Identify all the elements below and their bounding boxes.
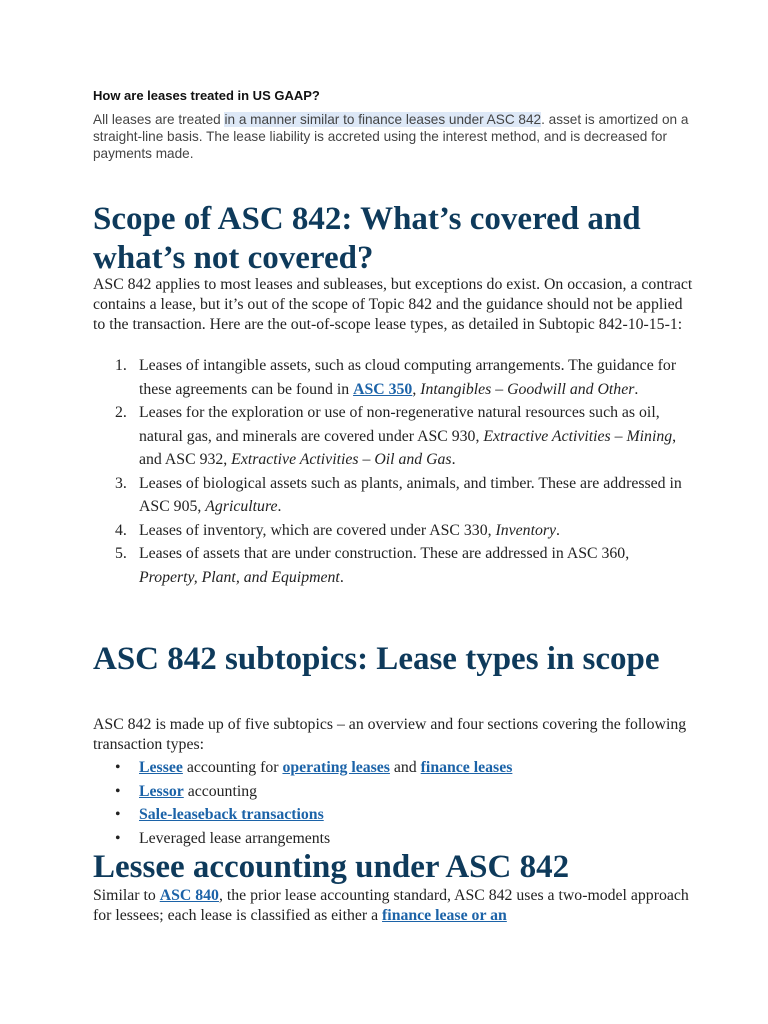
list-item xyxy=(93,827,683,851)
para-text: Similar to xyxy=(93,887,160,904)
list-number: 2. xyxy=(115,404,127,421)
intro-paragraph xyxy=(93,111,693,162)
item-text: , xyxy=(412,380,421,398)
item-text: Leases for the exploration or use of non-regenerative natural resources such as oil, natural gas, and minerals are covered under ASC 930, xyxy=(139,404,660,445)
item-text: accounting xyxy=(183,782,258,800)
item-emphasis: Agriculture xyxy=(205,498,278,515)
finance-lease-link[interactable]: finance lease or an xyxy=(382,907,507,924)
item-emphasis: Extractive Activities – Oil and Gas xyxy=(231,451,452,468)
subtopics-heading: ASC 842 subtopics: Lease types in scope xyxy=(93,641,660,677)
list-number: 4. xyxy=(115,521,127,539)
lessee-heading: Lessee accounting under ASC 842 xyxy=(93,849,570,885)
scope-heading: Scope of ASC 842: What’s covered and what’s not covered? xyxy=(93,201,641,276)
list-item xyxy=(93,401,683,472)
list-item xyxy=(93,472,683,519)
bullet: • xyxy=(115,782,121,800)
item-text: Leveraged lease arrangements xyxy=(139,829,331,847)
item-text: , and ASC 932, xyxy=(139,427,677,468)
highlighted-text[interactable]: in a manner similar to finance leases under ASC 842 xyxy=(224,112,542,127)
item-text: Leases of assets that are under construction. These are addressed in ASC 360, xyxy=(139,545,630,562)
bullet: • xyxy=(115,829,121,847)
item-text: accounting for xyxy=(182,759,283,776)
out-of-scope-list xyxy=(93,354,683,589)
list-item xyxy=(93,803,683,827)
list-item xyxy=(93,756,683,780)
item-text: . xyxy=(634,380,639,398)
item-text: and xyxy=(389,759,421,776)
scope-paragraph: ASC 842 applies to most leases and subleases, but exceptions do exist. On occasion, a contract contains a lease, but it’s out of the scope of Topic 842 and the guidance should not be applied to the transaction. Here are the out-of-scope lease types, as detailed in Subtopic 842-10-15-1: xyxy=(93,276,693,333)
asc-840-link[interactable]: ASC 840 xyxy=(159,887,219,904)
item-text: . xyxy=(339,568,344,586)
item-text: Leases of biological assets such as plants, animals, and timber. These are addressed in ASC 905, xyxy=(139,474,682,515)
finance-leases-link[interactable]: finance leases xyxy=(420,759,513,776)
list-item xyxy=(93,780,683,804)
list-item xyxy=(93,354,683,401)
sale-leaseback-link[interactable]: Sale-leaseback transactions xyxy=(139,806,324,823)
lessee-paragraph xyxy=(93,886,693,926)
para-text: , the prior lease accounting standard, ASC 842 uses a two-model approach for lessees; each lease is classified as either a xyxy=(93,887,689,924)
item-emphasis: Property, Plant, and Equipment xyxy=(139,568,340,586)
asc-350-link[interactable]: ASC 350 xyxy=(353,380,413,398)
intro-text-end: . asset is amortized on a straight-line basis. The lease liability is accreted using the interest method, and is decreased for payments made. xyxy=(93,112,689,161)
list-number: 1. xyxy=(115,357,127,374)
lessor-link[interactable]: Lessor xyxy=(139,782,184,800)
bullet: • xyxy=(115,806,121,823)
item-emphasis: Extractive Activities – Mining xyxy=(483,427,673,445)
list-number: 5. xyxy=(115,545,127,562)
list-number: 3. xyxy=(115,474,127,492)
list-item xyxy=(93,519,683,543)
lessee-link[interactable]: Lessee xyxy=(139,759,183,776)
lease-types-list xyxy=(93,756,683,850)
item-text: . xyxy=(451,451,456,468)
bullet: • xyxy=(115,759,121,776)
item-text: Leases of inventory, which are covered under ASC 330, xyxy=(139,521,496,539)
item-text: . xyxy=(556,521,560,539)
intro-text-start: All leases are treated xyxy=(93,112,225,127)
operating-leases-link[interactable]: operating leases xyxy=(282,759,390,776)
item-emphasis: Inventory xyxy=(495,521,557,539)
question-heading: How are leases treated in US GAAP? xyxy=(93,88,320,103)
subtopics-paragraph: ASC 842 is made up of five subtopics – an overview and four sections covering the following transaction types: xyxy=(93,716,687,753)
list-item xyxy=(93,542,683,589)
item-emphasis: Intangibles – Goodwill and Other xyxy=(420,380,635,398)
item-text: Leases of intangible assets, such as cloud computing arrangements. The guidance for these agreements can be found in xyxy=(139,357,677,398)
item-text: . xyxy=(277,498,282,515)
